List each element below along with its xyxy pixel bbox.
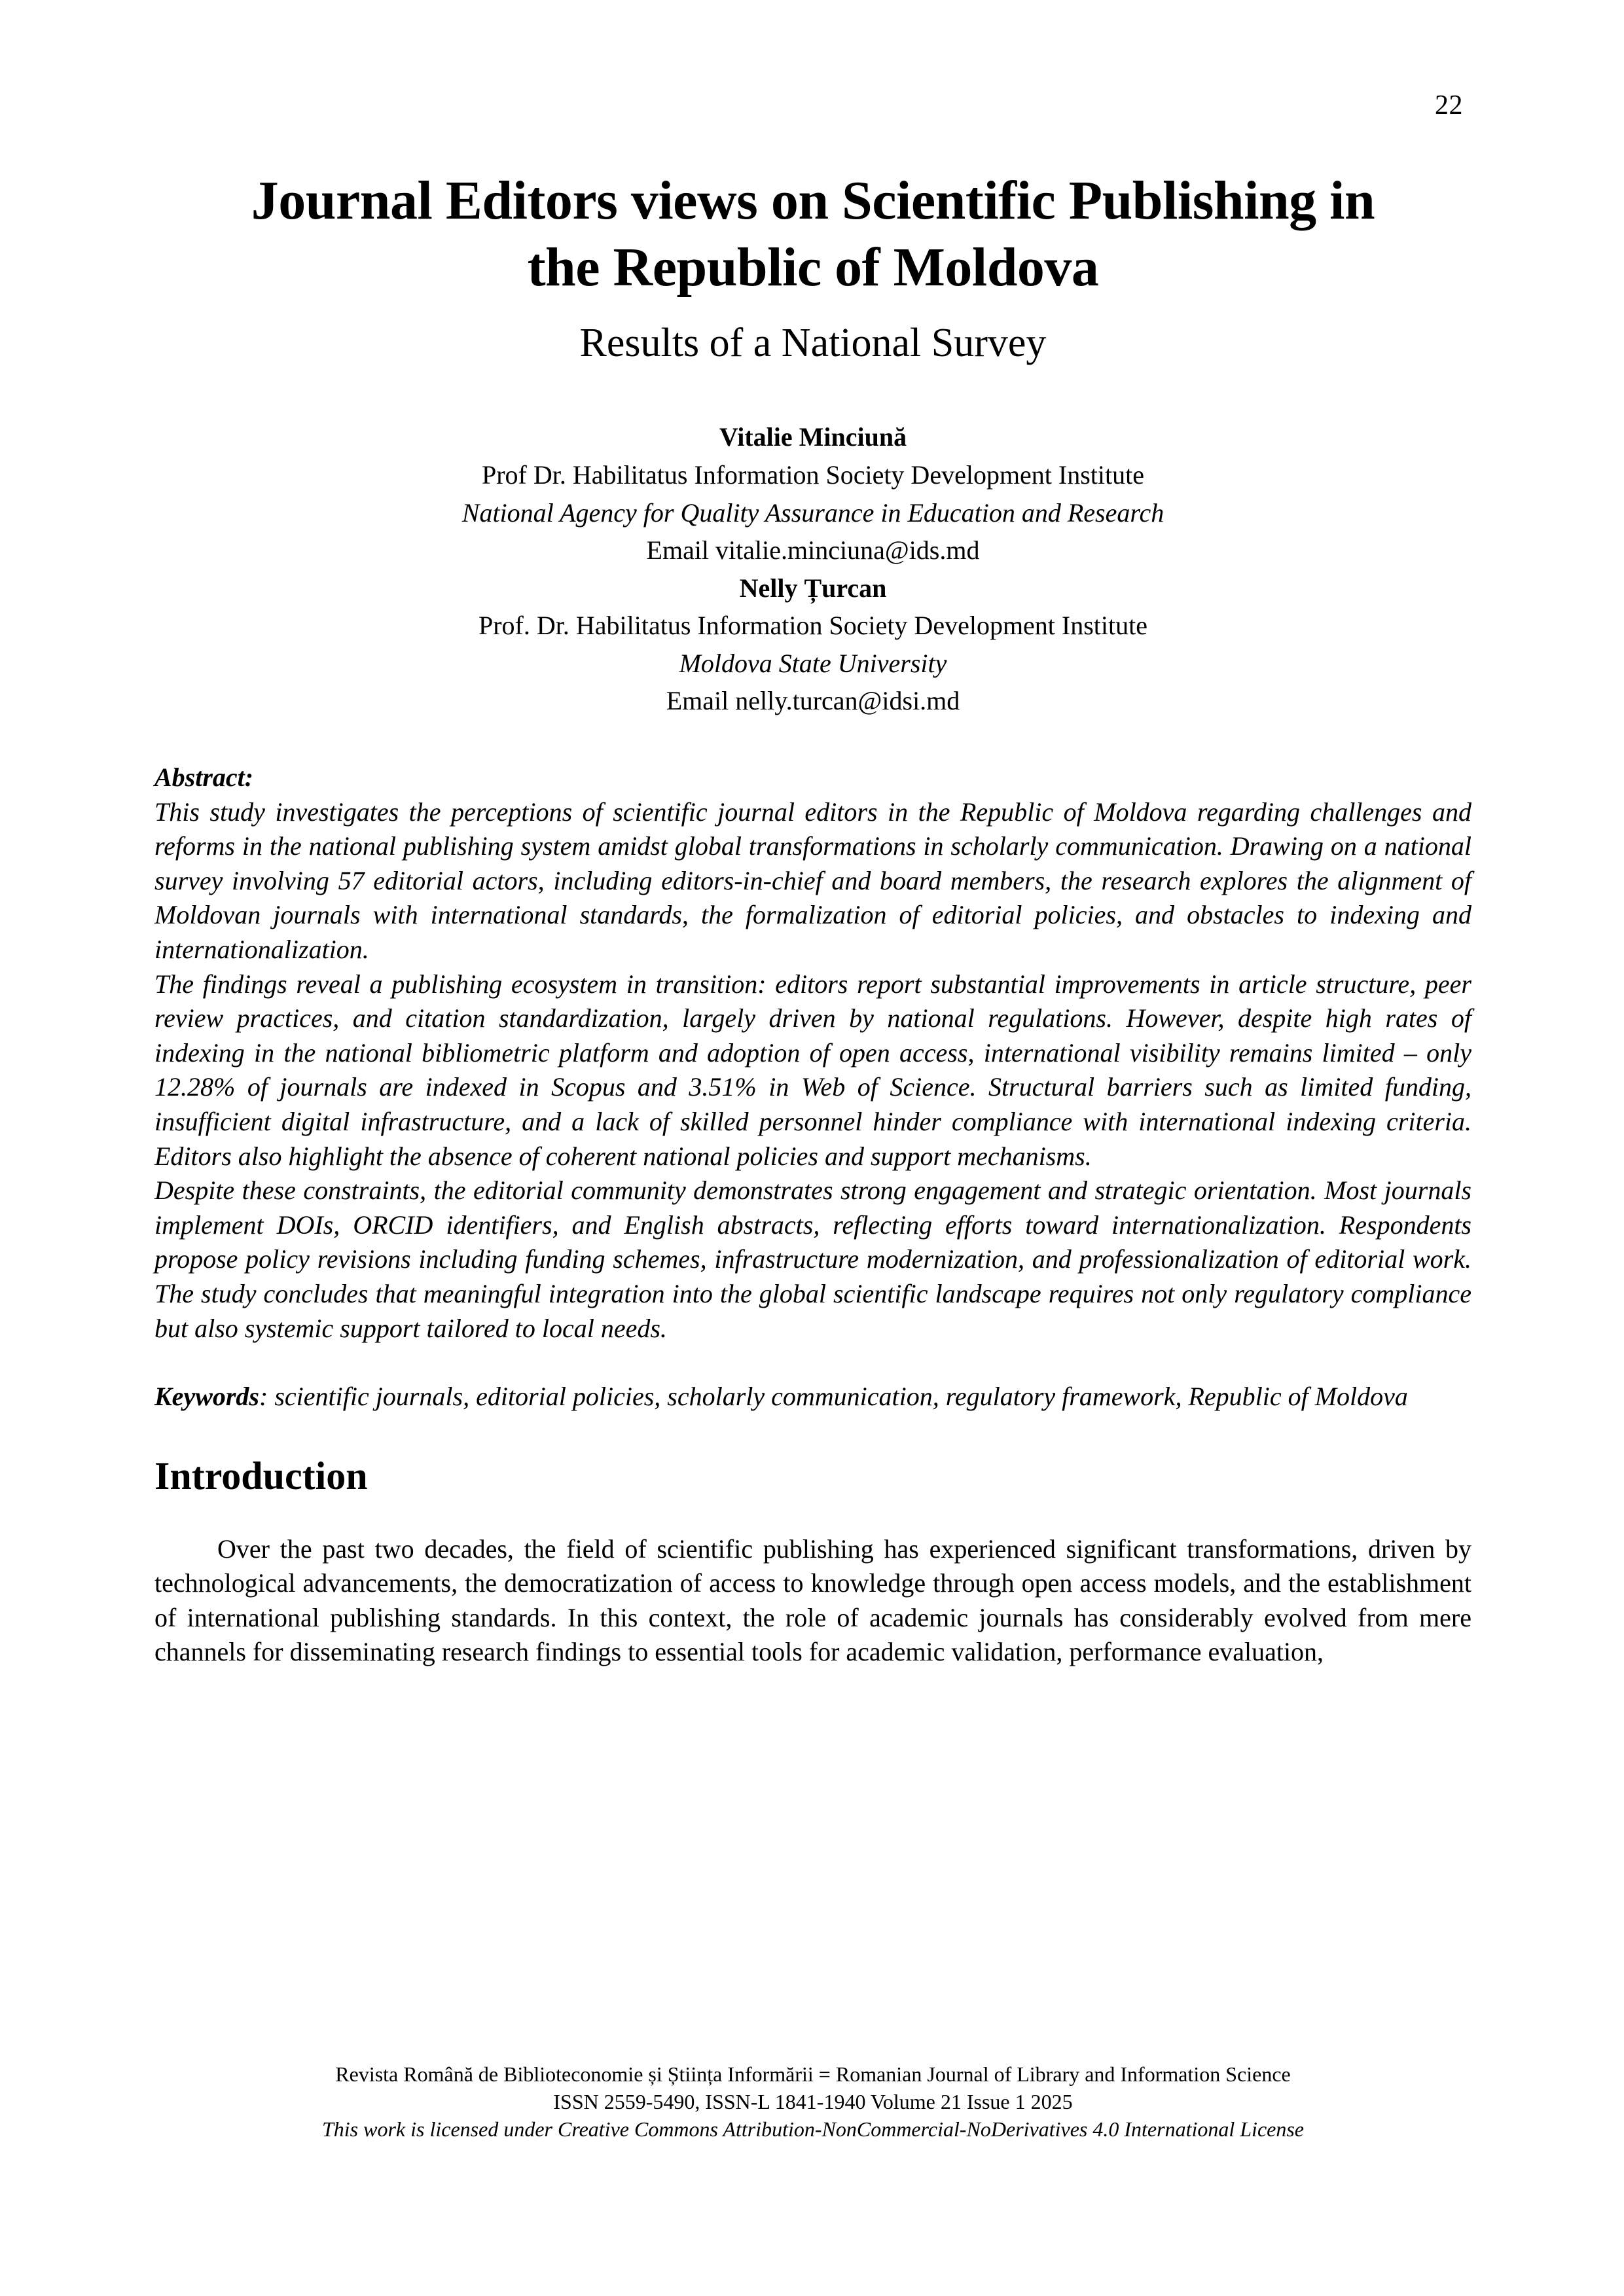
footer-journal-title: Revista Română de Biblioteconomie și Știința Informării = Romanian Journal of Library and Information Science	[335, 2062, 1291, 2086]
keywords-label: Keywords	[154, 1382, 259, 1412]
page-content	[154, 168, 1471, 1696]
footer-license: This work is licensed under Creative Commons Attribution-NonCommercial-NoDerivatives 4.0 International License	[321, 2117, 1304, 2142]
abstract-paragraph: The findings reveal a publishing ecosystem in transition: editors report substantial improvements in article structure, peer review practices, and citation standardization, largely driven by national regulations. However, despite high rates of indexing in the national bibliometric platform and adoption of open access, international visibility remains limited – only 12.28% of journals are indexed in Scopus and 3.51% in Web of Science. Structural barriers such as limited funding, insufficient digital infrastructure, and a lack of skilled personnel hinder compliance with international indexing criteria. Editors also highlight the absence of coherent national policies and support mechanisms.	[154, 969, 1471, 1171]
author-email: Email nelly.turcan@idsi.md	[666, 686, 960, 716]
keywords-section	[154, 1380, 1471, 1414]
author-name: Vitalie Minciună	[719, 422, 907, 452]
author-name: Nelly Țurcan	[739, 573, 887, 603]
author-block-list	[154, 418, 1471, 720]
section-heading-introduction: Introduction	[154, 1454, 368, 1498]
author-block	[154, 569, 1471, 720]
abstract-section	[154, 761, 1471, 1346]
paper-subtitle: Results of a National Survey	[579, 320, 1047, 365]
author-affiliation: Prof. Dr. Habilitatus Information Society Development Institute	[478, 611, 1148, 641]
author-email: Email vitalie.minciuna@ids.md	[646, 535, 980, 565]
page-number: 22	[1435, 90, 1463, 120]
author-affiliation-secondary: Moldova State University	[679, 648, 947, 678]
abstract-paragraph: Despite these constraints, the editorial community demonstrates strong engagement and strategic orientation. Most journals implement DOIs, ORCID identifiers, and English abstracts, reflecting efforts toward internationalization. Respondents propose policy revisions including funding schemes, infrastructure modernization, and professionalization of editorial work. The study concludes that meaningful integration into the global scientific landscape requires not only regulatory compliance but also systemic support tailored to local needs.	[154, 1175, 1471, 1343]
page-footer	[154, 2060, 1471, 2144]
abstract-paragraph: This study investigates the perceptions of scientific journal editors in the Republic of Moldova regarding challenges and reforms in the national publishing system amidst global transformations in scholarly communication. Drawing on a national survey involving 57 editorial actors, including editors-in-chief and board members, the research explores the alignment of Moldovan journals with international standards, the formalization of editorial policies, and obstacles to indexing and internationalization.	[154, 797, 1471, 965]
abstract-label: Abstract:	[154, 762, 254, 793]
author-block	[154, 418, 1471, 569]
introduction-paragraph: Over the past two decades, the field of scientific publishing has experienced significant transformations, driven by technological advancements, the democratization of access to knowledge through open access models, and the establishment of international publishing standards. In this context, the role of academic journals has considerably evolved from mere channels for disseminating research findings to essential tools for academic validation, performance evaluation,	[154, 1534, 1471, 1667]
author-affiliation: Prof Dr. Habilitatus Information Society Development Institute	[481, 459, 1145, 490]
keywords-text: : scientific journals, editorial policies, scholarly communication, regulatory framework, Republic of Moldova	[259, 1382, 1408, 1412]
author-affiliation-secondary: National Agency for Quality Assurance in Education and Research	[461, 497, 1164, 528]
footer-issn: ISSN 2559-5490, ISSN-L 1841-1940 Volume 21 Issue 1 2025	[553, 2090, 1073, 2114]
paper-title: Journal Editors views on Scientific Publishing in the Republic of Moldova	[251, 170, 1375, 298]
